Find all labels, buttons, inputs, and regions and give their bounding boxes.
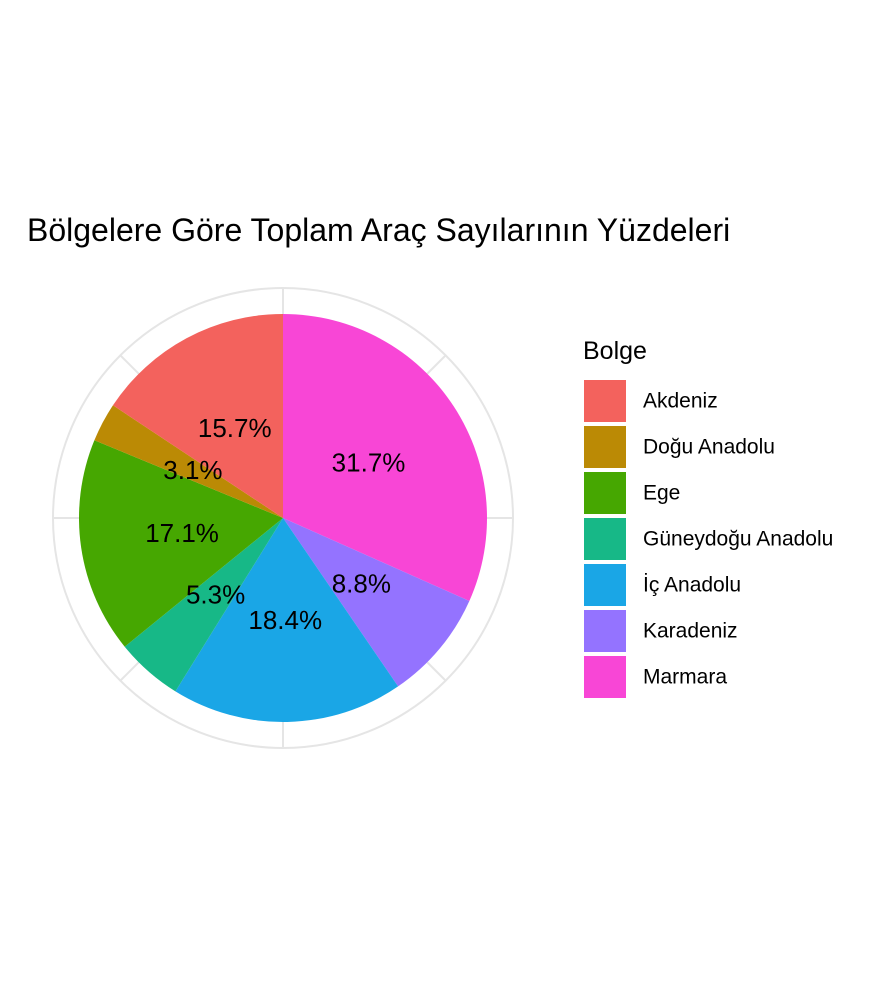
slice-label-g-neydo-u-anadolu: 5.3% bbox=[185, 579, 246, 610]
slice-label-marmara: 31.7% bbox=[331, 447, 406, 478]
legend-swatch-do-u-anadolu bbox=[584, 426, 626, 468]
slice-label-ege: 17.1% bbox=[145, 517, 219, 548]
legend-label-karadeniz: Karadeniz bbox=[643, 619, 738, 643]
slice-label-karadeniz: 8.8% bbox=[331, 568, 391, 599]
slice-label-akdeniz: 15.7% bbox=[197, 413, 272, 444]
legend-swatch-marmara bbox=[584, 656, 626, 698]
legend-swatch-ege bbox=[584, 472, 626, 514]
legend-title: Bolge bbox=[583, 337, 647, 365]
legend-swatch-i-anadolu bbox=[584, 564, 626, 606]
pie-slices bbox=[79, 314, 487, 722]
chart-title: Bölgelere Göre Toplam Araç Sayılarının Yüzdeleri bbox=[27, 212, 731, 248]
legend-label-akdeniz: Akdeniz bbox=[643, 389, 718, 413]
legend-label-marmara: Marmara bbox=[643, 665, 728, 689]
legend-label-i-anadolu: İç Anadolu bbox=[643, 573, 742, 597]
legend-swatch-karadeniz bbox=[584, 610, 626, 652]
legend-label-do-u-anadolu: Doğu Anadolu bbox=[643, 435, 775, 459]
legend-label-ege: Ege bbox=[643, 481, 681, 505]
legend-label-g-neydo-u-anadolu: Güneydoğu Anadolu bbox=[643, 527, 834, 551]
slice-label-i-anadolu: 18.4% bbox=[248, 604, 323, 635]
legend bbox=[583, 337, 833, 698]
legend-swatch-akdeniz bbox=[584, 380, 626, 422]
legend-swatch-g-neydo-u-anadolu bbox=[584, 518, 626, 560]
slice-label-do-u-anadolu: 3.1% bbox=[163, 455, 223, 486]
legend-items bbox=[584, 380, 833, 698]
